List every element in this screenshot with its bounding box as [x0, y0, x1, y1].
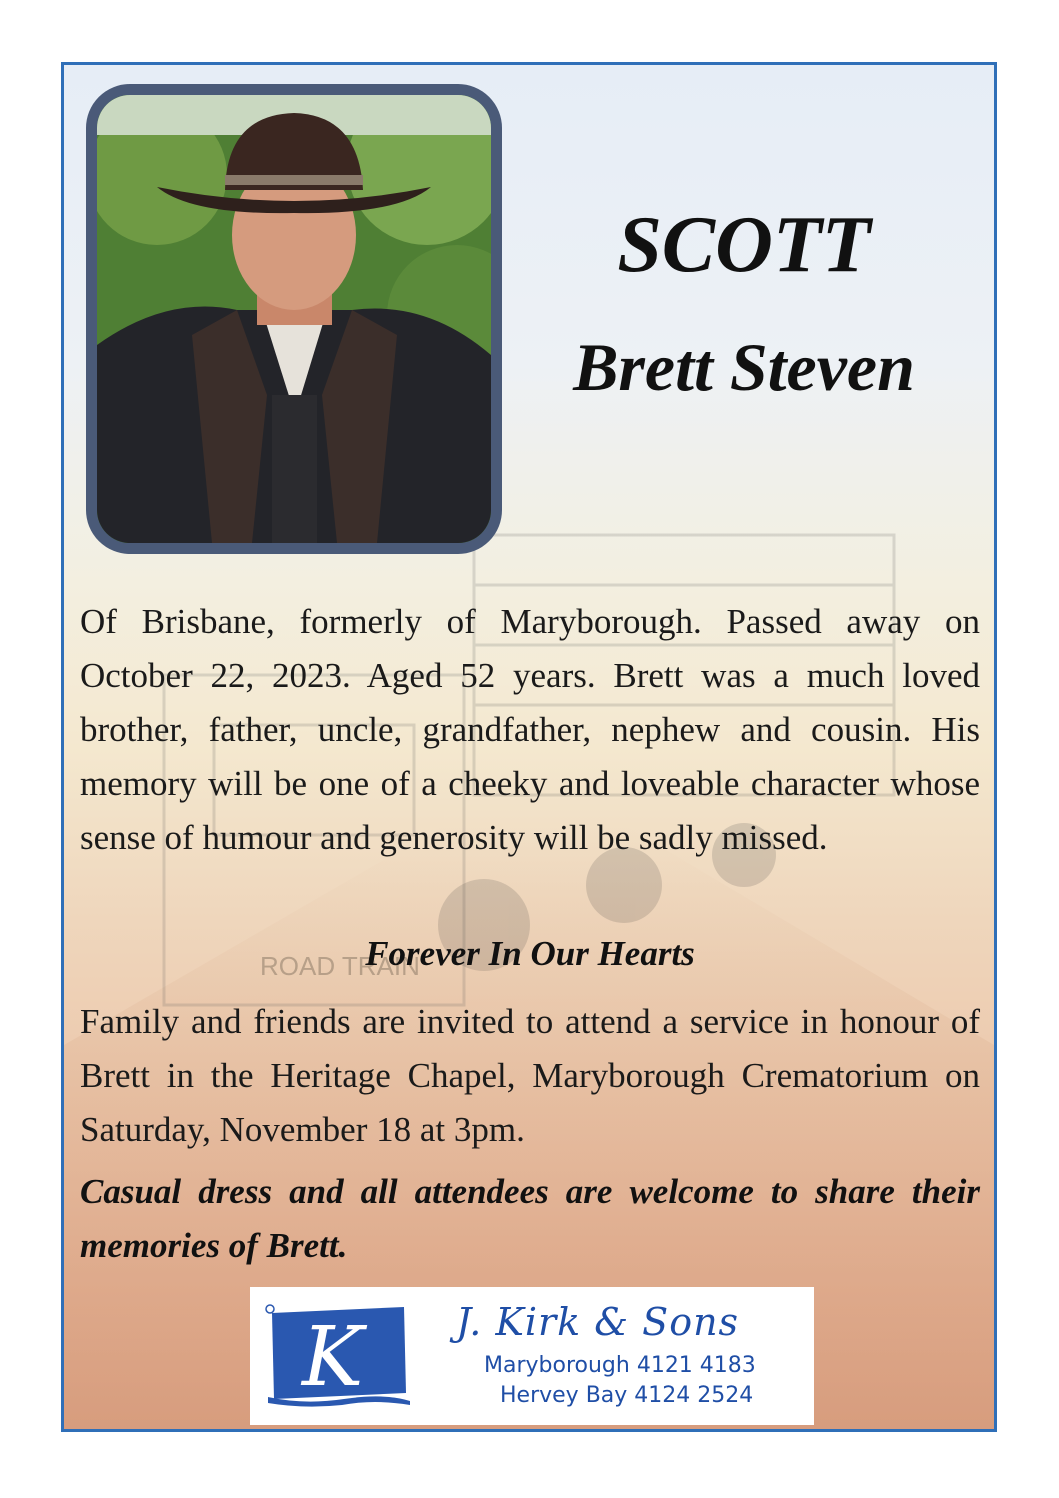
logo-letter: K [302, 1310, 364, 1405]
surname-heading: SCOTT [617, 201, 871, 289]
motto-text: Forever In Our Hearts [365, 934, 695, 973]
given-names-heading: Brett Steven [573, 329, 915, 405]
service-details-text: Family and friends are invited to attend a service in honour of Brett in the Heritage Chapel, Maryborough Crematorium on Saturday, November 18 at 3pm. [80, 1002, 980, 1149]
notice-frame [61, 62, 997, 1432]
funeral-home-name: J. Kirk & Sons [456, 1300, 740, 1344]
biography-text: Of Brisbane, formerly of Maryborough. Passed away on October 22, 2023. Aged 52 years. Brett was a much loved brother, father, uncle, grandfather, nephew and cousin. His memory will be one of a cheeky and loveable character whose sense of humour and generosity will be sadly missed. [80, 602, 980, 857]
portrait-photo-icon [97, 95, 491, 543]
kirk-monogram-icon [264, 1301, 414, 1407]
portrait-photo [86, 84, 502, 554]
maryborough-phone: Maryborough 4121 4183 [484, 1353, 756, 1378]
truck-plate-text: ROAD TRAIN [260, 951, 420, 981]
dress-note-text: Casual dress and all attendees are welcome to share their memories of Brett. [80, 1172, 980, 1265]
hervey-bay-phone: Hervey Bay 4124 2524 [500, 1383, 754, 1408]
funeral-home-logo [250, 1287, 814, 1425]
